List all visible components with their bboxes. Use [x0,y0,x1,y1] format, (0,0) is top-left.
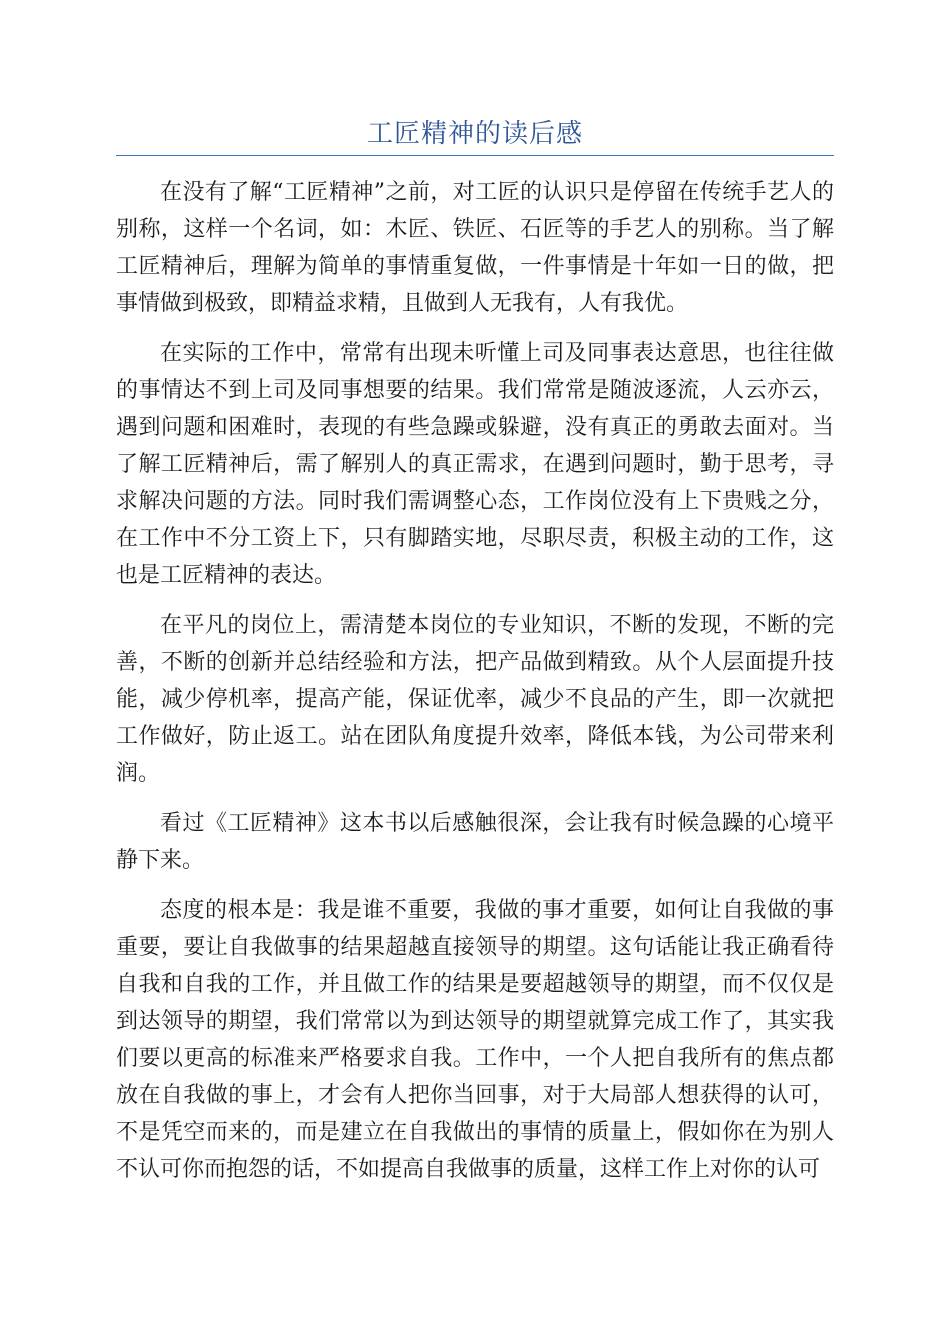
paragraph-5: 态度的根本是：我是谁不重要，我做的事才重要，如何让自我做的事重要，要让自我做事的结果超越直接领导的期望。这句话能让我正确看待自我和自我的工作，并且做工作的结果是要超越领导的期望，而不仅仅是到达领导的期望，我们常常以为到达领导的期望就算完成工作了，其实我们要以更高的标准来严格要求自我。工作中，一个人把自我所有的焦点都放在自我做的事上，才会有人把你当回事，对于大局部人想获得的认可，不是凭空而来的，而是建立在自我做出的事情的质量上，假如你在为别人不认可你而抱怨的话，不如提高自我做事的质量，这样工作上对你的认可 [116,898,834,1182]
paragraph-1: 在没有了解“工匠精神”之前，对工匠的认识只是停留在传统手艺人的别称，这样一个名词，如：木匠、铁匠、石匠等的手艺人的别称。当了解工匠精神后，理解为简单的事情重复做，一件事情是十年如一日的做，把事情做到极致，即精益求精，且做到人无我有，人有我优。 [116,180,834,316]
paragraph-4: 看过《工匠精神》这本书以后感触很深，会让我有时候急躁的心境平静下来。 [116,811,834,873]
document-body [116,174,834,1201]
title-underline [116,155,834,156]
document-title: 工匠精神的读后感 [366,119,583,149]
paragraph-2: 在实际的工作中，常常有出现未听懂上司及同事表达意思，也往往做的事情达不到上司及同事想要的结果。我们常常是随波逐流，人云亦云，遇到问题和困难时，表现的有些急躁或躲避，没有真正的勇敢去面对。当了解工匠精神后，需了解别人的真正需求，在遇到问题时，勤于思考，寻求解决问题的方法。同时我们需调整心态，工作岗位没有上下贵贱之分，在工作中不分工资上下，只有脚踏实地，尽职尽责，积极主动的工作，这也是工匠精神的表达。 [116,341,834,588]
paragraph-3: 在平凡的岗位上，需清楚本岗位的专业知识，不断的发现，不断的完善，不断的创新并总结经验和方法，把产品做到精致。从个人层面提升技能，减少停机率，提高产能，保证优率，减少不良品的产生，即一次就把工作做好，防止返工。站在团队角度提升效率，降低本钱，为公司带来利润。 [116,613,834,786]
